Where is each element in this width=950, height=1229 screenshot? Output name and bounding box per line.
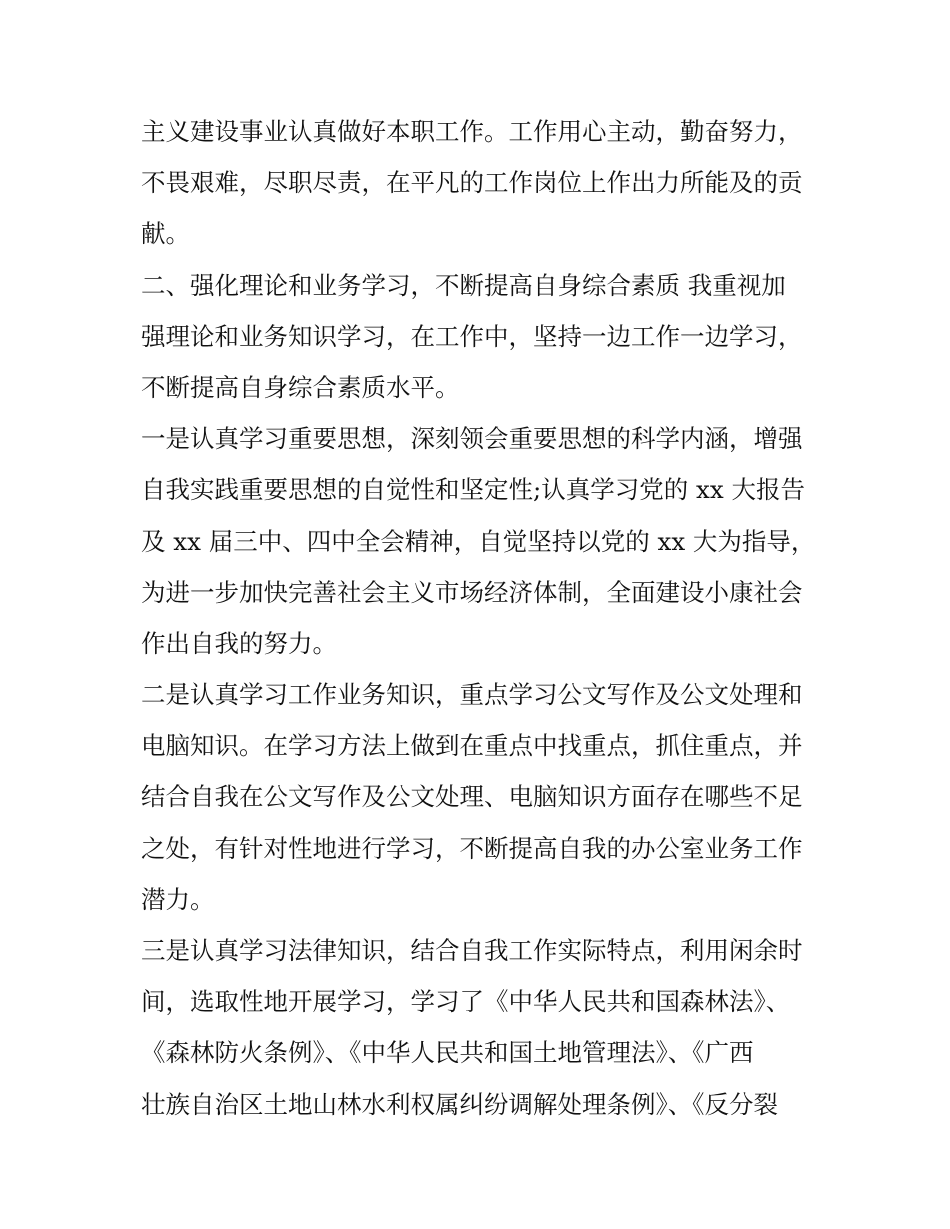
text-line: 自我实践重要思想的自觉性和坚定性;认真学习党的 xx 大报告 (141, 475, 805, 505)
text-line: 及 xx 届三中、四中全会精神，自觉坚持以党的 xx 大为指导， (141, 526, 816, 556)
section-heading-line: 二、强化理论和业务学习，不断提高自身综合素质 我重视加 (141, 270, 786, 300)
text-line: 电脑知识。在学习方法上做到在重点中找重点，抓住重点，并 (141, 731, 803, 761)
text-line: 一是认真学习重要思想，深刻领会重要思想的科学内涵，增强 (141, 424, 803, 454)
text-line: 间，选取性地开展学习，学习了《中华人民共和国森林法》、 (141, 987, 791, 1017)
text-line: 主义建设事业认真做好本职工作。工作用心主动，勤奋努力， (141, 117, 803, 146)
document-body (141, 106, 821, 1130)
text-line: 之处，有针对性地进行学习，不断提高自我的办公室业务工作 (141, 833, 803, 863)
text-line: 献。 (141, 219, 190, 249)
text-line: 为进一步加快完善社会主义市场经济体制，全面建设小康社会 (141, 577, 803, 607)
text-line: 二是认真学习工作业务知识，重点学习公文写作及公文处理和 (141, 680, 803, 710)
text-line: 强理论和业务知识学习，在工作中，坚持一边工作一边学习， (141, 321, 803, 351)
text-line: 壮族自治区土地山林水利权属纠纷调解处理条例》、《反分裂 (141, 1089, 778, 1119)
text-line: 作出自我的努力。 (141, 628, 337, 658)
text-line: 结合自我在公文写作及公文处理、电脑知识方面存在哪些不足 (141, 782, 803, 812)
text-line: 潜力。 (141, 884, 215, 914)
text-line: 《森林防火条例》、《中华人民共和国土地管理法》、《广西 (141, 1038, 754, 1068)
text-line: 三是认真学习法律知识，结合自我工作实际特点，利用闲余时 (141, 936, 803, 965)
text-line: 不畏艰难，尽职尽责，在平凡的工作岗位上作出力所能及的贡 (141, 168, 803, 198)
text-line: 不断提高自身综合素质水平。 (141, 372, 460, 402)
